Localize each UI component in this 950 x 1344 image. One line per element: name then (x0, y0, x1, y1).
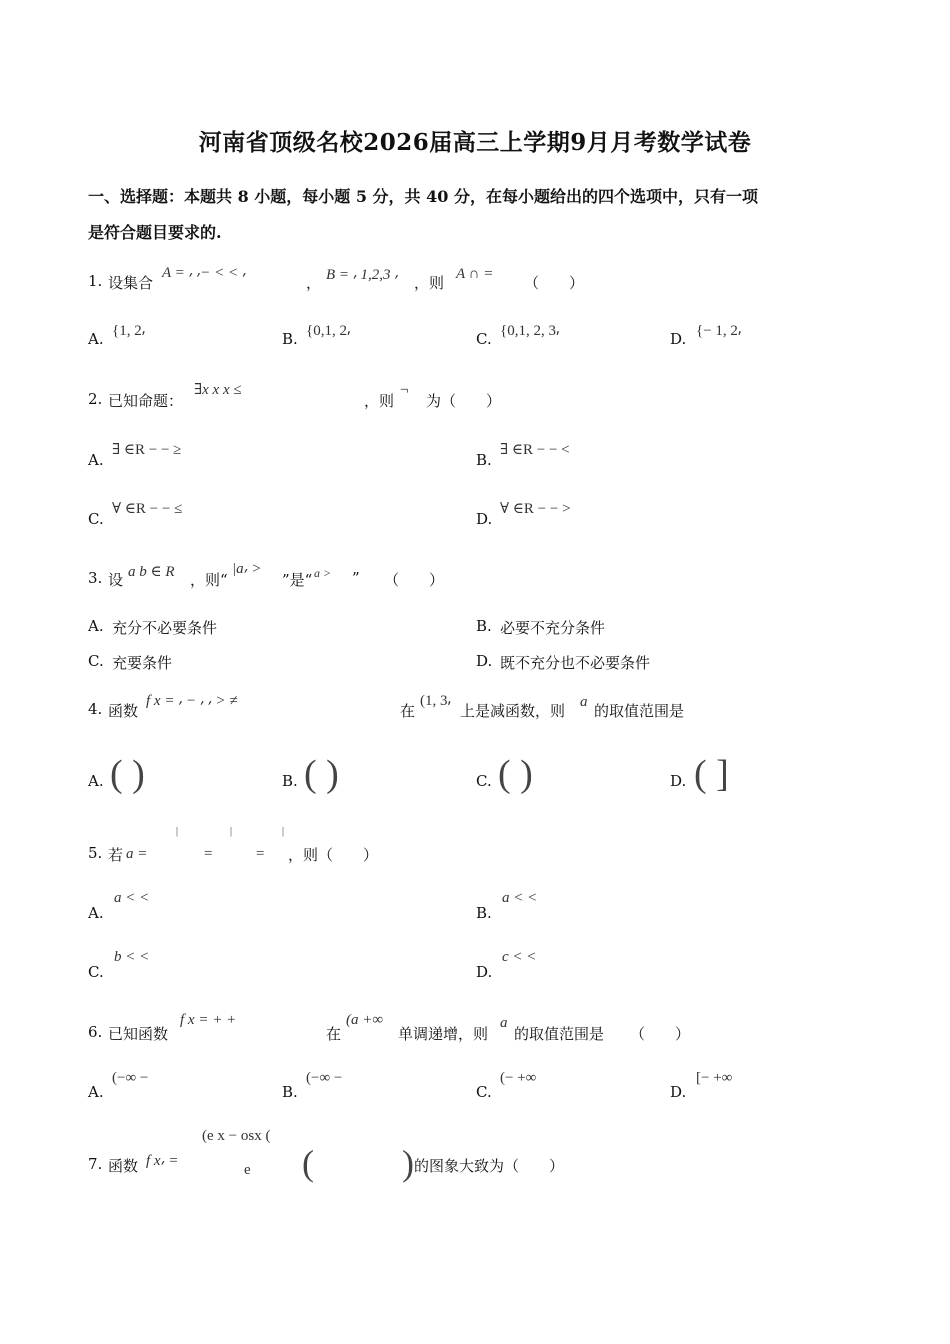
q6-option-d-label: D. (670, 1083, 687, 1101)
q3-option-a-label: A. (88, 617, 104, 635)
q3-option-b: 必要不充分条件 (500, 619, 606, 637)
q1-paren: （ ） (524, 274, 585, 292)
q2-stem-text: 已知命题： (108, 392, 184, 410)
q3-option-d: 既不充分也不必要条件 (500, 654, 651, 672)
section-heading-line2: 是符合题目要求的. (88, 223, 222, 242)
q4-on: 在 (400, 702, 416, 720)
q1-then: ，则 (414, 274, 445, 292)
q1-num: 1. (88, 272, 103, 290)
q3-option-a: 充分不必要条件 (112, 619, 218, 637)
q4-num: 4. (88, 700, 103, 718)
q6-range: 的取值范围是 (514, 1025, 605, 1043)
q1-comma: ， (306, 274, 322, 292)
section-heading-line1: 一、选择题：本题共 8 小题，每小题 5 分，共 40 分，在每小题给出的四个选项中，只有一项 (88, 187, 758, 206)
q5-tick-2: | (230, 826, 233, 837)
q6-option-a: (−∞ − (112, 1070, 149, 1086)
q6-stem-text: 已知函数 (108, 1025, 169, 1043)
q3-option-d-label: D. (476, 652, 493, 670)
q2-option-b-label: B. (476, 451, 492, 469)
q6-interval: (a +∞ (346, 1012, 384, 1028)
q5-option-b: a < < (502, 890, 538, 906)
q7-numerator: (e x − osx ( (202, 1128, 271, 1144)
q4-option-a: ( ) (110, 753, 145, 795)
q6-on: 在 (326, 1025, 342, 1043)
q1-option-a-label: A. (88, 330, 104, 348)
q7-big-paren-left: ( (302, 1143, 314, 1183)
q5-option-d: c < < (502, 949, 537, 965)
q6-increasing: 单调递增，则 (398, 1025, 489, 1043)
q1-option-d-label: D. (670, 330, 687, 348)
q3-ab-real: a b ∈ R (128, 564, 175, 580)
q7-stem-text: 函数 (108, 1157, 139, 1175)
q1-option-c: {0,1, 2, 3⸴ (500, 323, 560, 339)
q3-option-c: 充要条件 (112, 654, 173, 672)
q3-condition-2: a > (314, 566, 332, 580)
q2-option-a-label: A. (88, 451, 104, 469)
q7-num: 7. (88, 1155, 103, 1173)
q1-set-a: A = ⸴ ⸴− < < ⸴ (162, 265, 246, 281)
q1-option-b: {0,1, 2⸴ (306, 323, 351, 339)
q3-paren: （ ） (384, 571, 445, 589)
q4-stem-text: 函数 (108, 702, 139, 720)
page-title: 河南省顶级名校2026届高三上学期9月月考数学试卷 (198, 129, 752, 156)
q5-option-b-label: B. (476, 904, 492, 922)
q5-a-def: a = (126, 846, 148, 862)
q1-option-d: {− 1, 2⸴ (696, 323, 742, 339)
q5-eq-2: = (256, 846, 265, 862)
q4-option-d: ( ] (694, 753, 729, 795)
q6-paren: （ ） (630, 1025, 691, 1043)
q5-option-c: b < < (114, 949, 150, 965)
q2-option-d-label: D. (476, 510, 493, 528)
q7-big-paren-right: ) (402, 1143, 414, 1183)
q5-option-d-label: D. (476, 963, 493, 981)
q3-num: 3. (88, 569, 103, 587)
q7-graph-text: 的图象大致为（ ） (414, 1157, 565, 1175)
q2-option-a: ∃ ∈R − − ≥ (112, 442, 182, 458)
q6-a: a (500, 1015, 508, 1031)
q5-option-c-label: C. (88, 963, 104, 981)
q4-option-a-label: A. (88, 772, 104, 790)
q2-then: ，则 (364, 392, 395, 410)
q5-tick-1: | (176, 826, 179, 837)
q5-then: ，则（ ） (288, 846, 379, 864)
q5-option-a-label: A. (88, 904, 104, 922)
q4-interval: (1, 3⸴ (420, 693, 452, 709)
q6-option-c-label: C. (476, 1083, 492, 1101)
q6-option-a-label: A. (88, 1083, 104, 1101)
q4-decreasing: 上是减函数，则 (460, 702, 566, 720)
q7-function-lhs: f x⸴ = (146, 1153, 179, 1169)
q6-option-b-label: B. (282, 1083, 298, 1101)
q4-option-d-label: D. (670, 772, 687, 790)
q2-option-c: ∀ ∈R − − ≤ (112, 501, 183, 517)
q1-stem-text: 设集合 (108, 274, 154, 292)
q3-option-c-label: C. (88, 652, 104, 670)
q2-negation: ¬ (400, 382, 409, 398)
q6-num: 6. (88, 1023, 103, 1041)
q2-proposition: ∃x x x ≤ (194, 382, 242, 398)
q6-option-c: (− +∞ (500, 1070, 537, 1086)
q6-option-d: [− +∞ (696, 1070, 733, 1086)
q2-option-b: ∃ ∈R − − < (500, 442, 570, 458)
q3-stem-text: 设 (108, 571, 124, 589)
q1-set-b: B = ⸴ 1,2,3 ⸴ (326, 267, 399, 283)
q2-option-d: ∀ ∈R − − > (500, 501, 571, 517)
q1-option-c-label: C. (476, 330, 492, 348)
q2-num: 2. (88, 390, 103, 408)
q6-function: f x = + + (180, 1012, 237, 1028)
q3-quote: ” (352, 569, 360, 587)
q2-paren: 为（ ） (426, 392, 502, 410)
q5-num: 5. (88, 844, 103, 862)
q4-function: f x = ⸴ − ⸴ ⸴ > ≠ (146, 693, 238, 709)
q5-tick-3: | (282, 826, 285, 837)
q4-option-c-label: C. (476, 772, 492, 790)
q6-option-b: (−∞ − (306, 1070, 343, 1086)
q1-intersection: A ∩ = (456, 266, 494, 282)
q4-option-b-label: B. (282, 772, 298, 790)
q1-option-b-label: B. (282, 330, 298, 348)
q2-option-c-label: C. (88, 510, 104, 528)
q3-condition-1: |a⸴ > (232, 561, 262, 577)
q3-is: ”是“ (282, 571, 313, 589)
q4-option-c: ( ) (498, 753, 533, 795)
q3-option-b-label: B. (476, 617, 492, 635)
q5-eq-1: = (204, 846, 213, 862)
q4-option-b: ( ) (304, 753, 339, 795)
q4-a: a (580, 694, 588, 710)
q3-then: ，则“ (190, 571, 228, 589)
q1-option-a: {1, 2⸴ (112, 323, 146, 339)
q4-range: 的取值范围是 (594, 702, 685, 720)
q7-denominator: e (244, 1162, 251, 1178)
q5-option-a: a < < (114, 890, 150, 906)
q5-stem-text: 若 (108, 846, 124, 864)
